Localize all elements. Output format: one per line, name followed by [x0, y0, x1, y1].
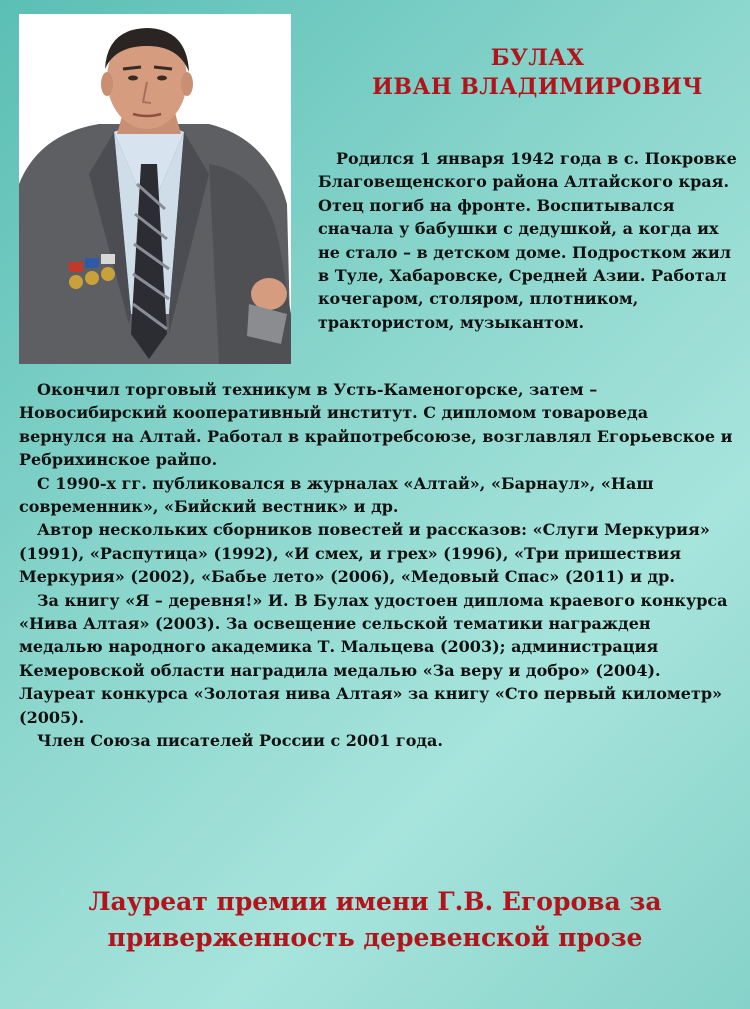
intro-paragraph: Родился 1 января 1942 года в с. Покровке Благовещенского района Алтайского края. Отец погиб на фронте. Воспитывался сначала у бабушки с дедушкой, а когда их не стало – в детском доме. Подростком жил в Туле, Хабаровске, Средней Азии. Работал кочегаром, столяром, плотником, трактористом, музыкантом. — [318, 149, 737, 332]
body-paragraph-awards: За книгу «Я – деревня!» И. В Булах удостоен диплома краевого конкурса «Нива Алтая» (2003). За освещение сельской тематики награжден медалью народного академика Т. Мальцева (2003); администрация Кемеровской области наградила медалью «За веру и добро» (2004). Лауреат конкурса «Золотая нива Алтая» за книгу «Сто первый километр» (2005). — [19, 590, 728, 727]
body-paragraph-publications: С 1990-х гг. публиковался в журналах «Алтай», «Барнаул», «Наш современник», «Бийский вестник» и др. — [19, 473, 654, 517]
body-paragraph-books: Автор нескольких сборников повестей и рассказов: «Слуги Меркурия» (1991), «Распутица» (1992), «И смех, и грех» (1996), «Три пришествия Меркурия» (2002), «Бабье лето» (2006), «Медовый Спас» (2011) и др. — [19, 520, 710, 587]
award-caption — [40, 884, 710, 956]
award-line-2: приверженность деревенской прозе — [107, 923, 643, 952]
author-portrait — [19, 14, 291, 364]
biography-intro — [318, 147, 738, 334]
author-given-names: ИВАН ВЛАДИМИРОВИЧ — [372, 74, 703, 100]
body-paragraph-education: Окончил торговый техникум в Усть-Каменогорске, затем – Новосибирский кооперативный институт. С дипломом товароведа вернулся на Алтай. Работал в крайпотребсоюзе, возглавлял Егорьевское и Ребрихинское райпо. — [19, 380, 733, 470]
author-name-heading — [340, 44, 735, 102]
author-surname: БУЛАХ — [490, 45, 585, 71]
portrait-illustration — [19, 14, 291, 364]
biography-body — [19, 378, 737, 753]
award-line-1: Лауреат премии имени Г.В. Егорова за — [88, 887, 662, 916]
body-paragraph-membership: Член Союза писателей России с 2001 года. — [37, 731, 443, 751]
